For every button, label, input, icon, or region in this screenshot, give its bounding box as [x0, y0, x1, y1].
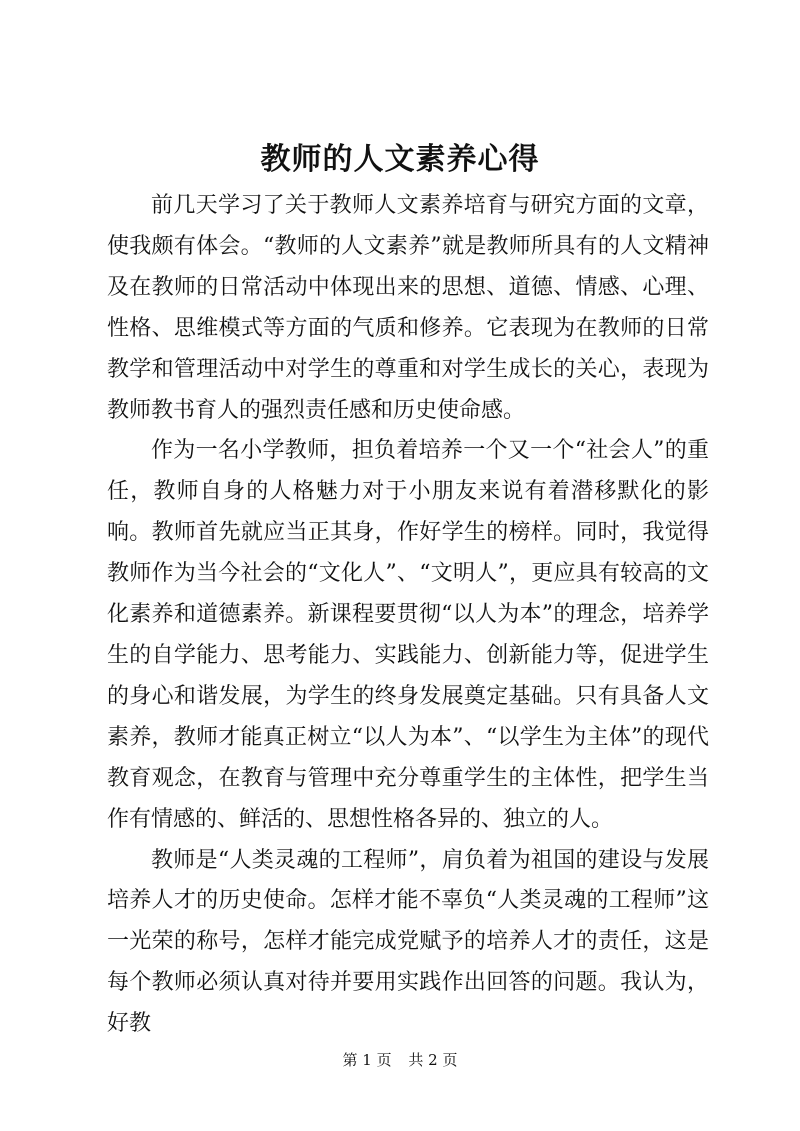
document-body [107, 186, 709, 1045]
paragraph-3: 教师是“人类灵魂的工程师”，肩负着为祖国的建设与发展培养人才的历史使命。怎样才能不辜负“人类灵魂的工程师”这一光荣的称号，怎样才能完成党赋予的培养人才的责任，这是每个教师必须认真对待并要用实践作出回答的问题。我认为，好教 [107, 847, 709, 1037]
page-number-current: 第 1 页 [342, 1051, 392, 1069]
page-footer [0, 1050, 800, 1070]
document-title: 教师的人文素养心得 [260, 142, 540, 177]
paragraph-2: 作为一名小学教师，担负着培养一个又一个“社会人”的重任，教师自身的人格魅力对于小朋友来说有着潜移默化的影响。教师首先就应当正其身，作好学生的榜样。同时，我觉得教师作为当今社会的“文化人”、“文明人”，更应具有较高的文化素养和道德素养。新课程要贯彻“以人为本”的理念，培养学生的自学能力、思考能力、实践能力、创新能力等，促进学生的身心和谐发展，为学生的终身发展奠定基础。只有具备人文素养，教师才能真正树立“以人为本”、“以学生为主体”的现代教育观念，在教育与管理中充分尊重学生的主体性，把学生当作有情感的、鲜活的、思想性格各异的、独立的人。 [107, 438, 709, 832]
paragraph-1: 前几天学习了关于教师人文素养培育与研究方面的文章，使我颇有体会。“教师的人文素养”就是教师所具有的人文精神及在教师的日常活动中体现出来的思想、道德、情感、心理、性格、思维模式等方面的气质和修养。它表现为在教师的日常教学和管理活动中对学生的尊重和对学生成长的关心，表现为教师教书育人的强烈责任感和历史使命感。 [107, 193, 709, 423]
page-number-total: 共 2 页 [408, 1051, 458, 1069]
